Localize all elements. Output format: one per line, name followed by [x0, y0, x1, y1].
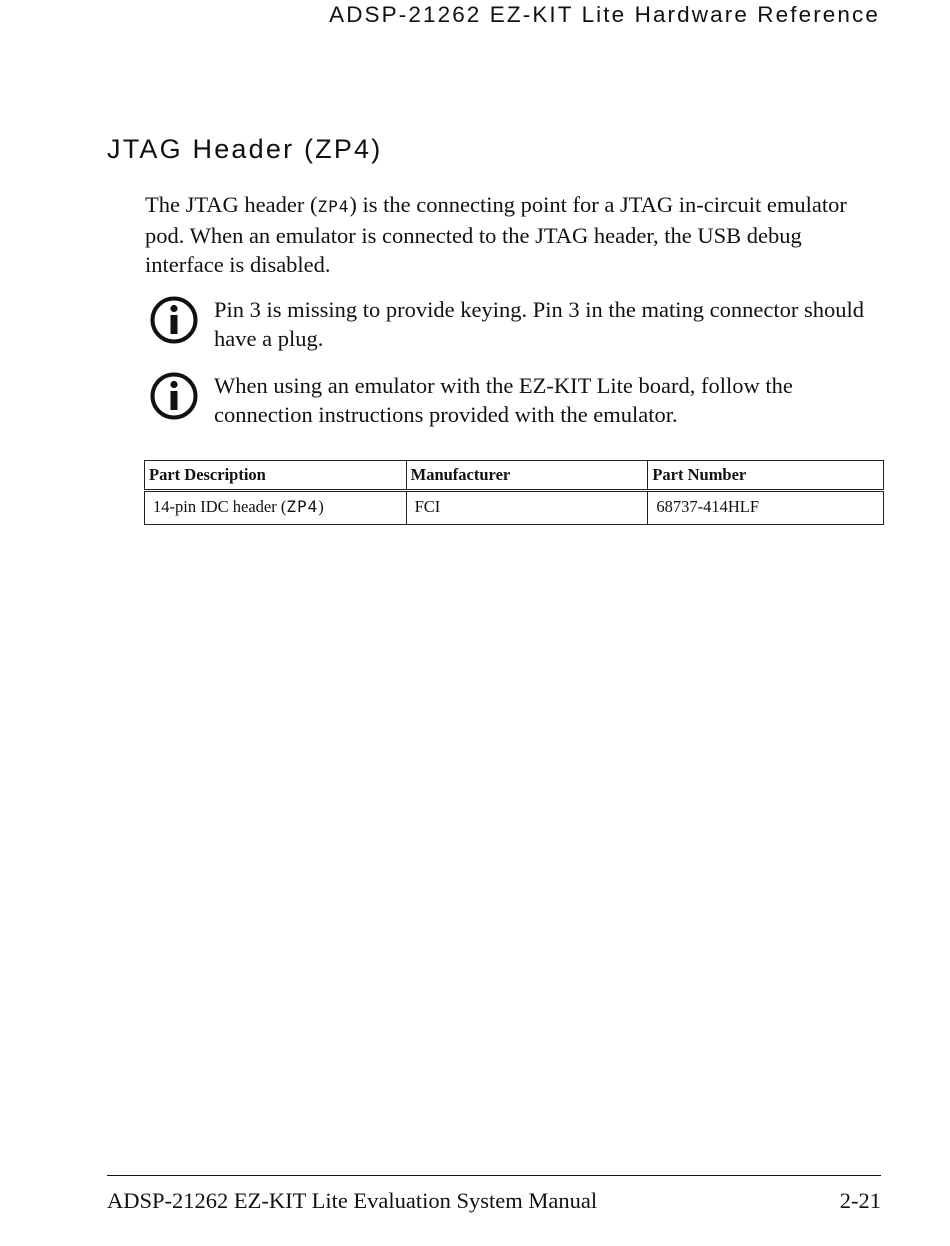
- column-header-part-number: Part Number: [648, 461, 884, 491]
- table-header-row: [145, 461, 884, 491]
- column-header-manufacturer: Manufacturer: [406, 461, 648, 491]
- cell-part-description: [145, 491, 407, 525]
- column-header-part-description: Part Description: [145, 461, 407, 491]
- note-emulator-text: When using an emulator with the EZ-KIT Lite board, follow the connection instructions provided with the emulator.: [214, 373, 793, 427]
- running-header: ADSP-21262 EZ-KIT Lite Hardware Reference: [329, 2, 880, 27]
- footer-manual-title: ADSP-21262 EZ-KIT Lite Evaluation System Manual: [107, 1188, 598, 1213]
- section-title: JTAG Header (ZP4): [107, 134, 383, 164]
- intro-paragraph: [145, 190, 875, 279]
- parts-table: [144, 460, 884, 525]
- cell-manufacturer: FCI: [406, 491, 648, 525]
- part-description-close: ): [318, 497, 324, 516]
- table-row: [145, 491, 884, 525]
- intro-text-end: ) is the connecting point for a JTAG in-circuit emulator pod. When an emulator is connected to the JTAG header, the USB debug interface is disabled.: [145, 192, 847, 277]
- info-icon: [149, 371, 199, 421]
- intro-text-start: The JTAG header (: [145, 192, 318, 217]
- part-description-text: 14-pin IDC header (: [153, 497, 287, 516]
- footer-page-number: 2-21: [839, 1188, 881, 1213]
- cell-part-number: 68737-414HLF: [648, 491, 884, 525]
- note-keying-text: Pin 3 is missing to provide keying. Pin 3 in the mating connector should have a plug.: [214, 297, 864, 351]
- intro-connector-code: ZP4: [317, 197, 350, 216]
- footer-rule: [107, 1175, 881, 1176]
- part-description-code: ZP4: [286, 497, 319, 516]
- info-icon: [149, 295, 199, 345]
